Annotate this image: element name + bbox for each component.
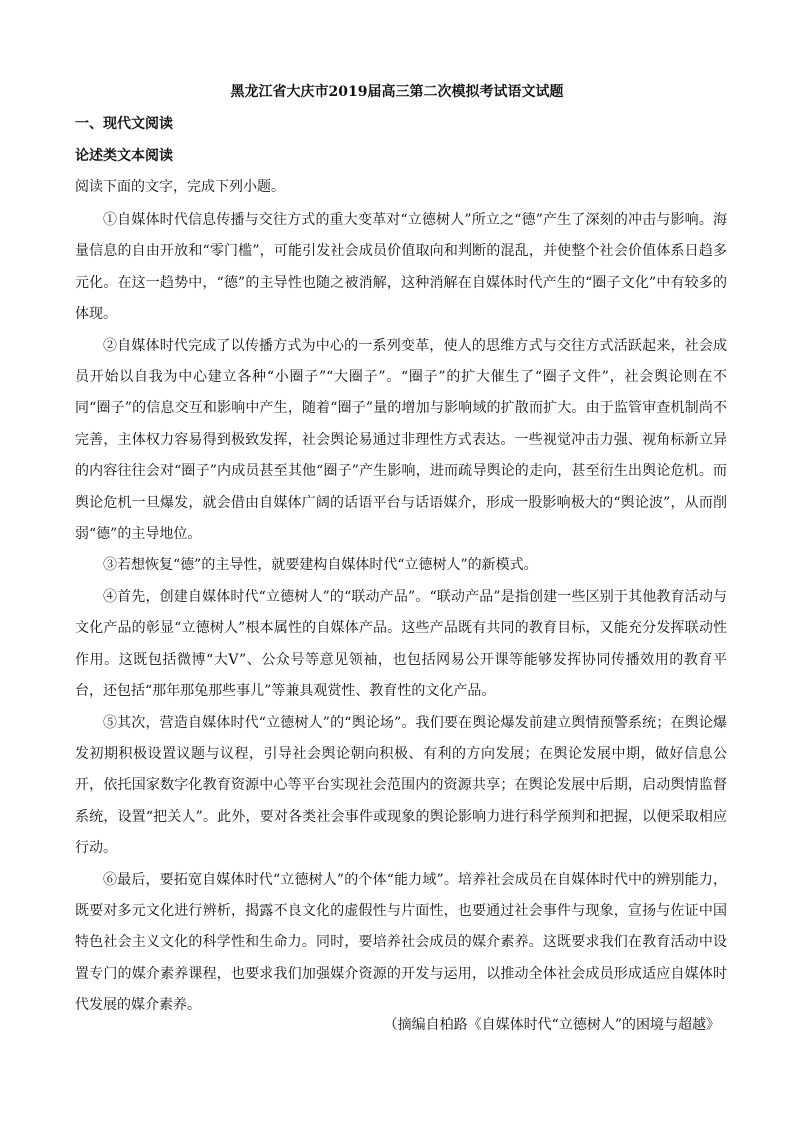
paragraph-2: ②自媒体时代完成了以传播方式为中心的一系列变革，使人的思维方式与交往方式活跃起来，社会成员开始以自我为中心建立各种“小圈子”“大圈子”。“圈子”的扩大催生了“圈子文件”，社会舆论则在不同“圈子”的信息交互和影响中产生，随着“圈子”量的增加与影响域的扩散而扩大。由于监管审查机制尚不完善，主体权力容易得到极致发挥，社会舆论易通过非理性方式表达。一些视觉冲击力强、视角标新立异的内容往往会对“圈子”内成员甚至其他“圈子”产生影响，进而疏导舆论的走向，甚至衍生出舆论危机。而舆论危机一旦爆发，就会借由自媒体广阔的话语平台与话语媒介，形成一股影响极大的“舆论波”，从而削弱“德”的主导地位。 bbox=[75, 337, 727, 543]
subsection-heading: 论述类文本阅读 bbox=[75, 148, 173, 164]
paragraph-5: ⑤其次，营造自媒体时代“立德树人”的“舆论场”。我们要在舆论爆发前建立舆情预警系统；在舆论爆发初期积极设置议题与议程，引导社会舆论朝向积极、有利的方向发展；在舆论发展中期，做好信息公开，依托国家数字化教育资源中心等平台实现社会范围内的资源共享；在舆论发展中后期，启动舆情监督系统，设置“把关人”。此外，要对各类社会事件或现象的舆论影响力进行科学预判和把握，以便采取相应行动。 bbox=[75, 714, 727, 857]
section-heading: 一、现代文阅读 bbox=[75, 116, 173, 132]
article-body bbox=[75, 205, 727, 1022]
source-citation: （摘编自柏路《自媒体时代“立德树人”的困境与超越》 bbox=[383, 1017, 720, 1033]
page-title: 黑龙江省大庆市2019届高三第二次模拟考试语文试题 bbox=[230, 84, 564, 100]
paragraph-1: ①自媒体时代信息传播与交往方式的重大变革对“立德树人”所立之“德”产生了深刻的冲击与影响。海量信息的自由开放和“零门槛”，可能引发社会成员价值取向和判断的混乱，并使整个社会价值体系日趋多元化。在这一趋势中，“德”的主导性也随之被消解，这种消解在自媒体时代产生的“圈子文化”中有较多的体现。 bbox=[75, 212, 727, 323]
reading-instruction: 阅读下面的文字，完成下列小题。 bbox=[75, 179, 285, 195]
paragraph-6: ⑥最后，要拓宽自媒体时代“立德树人”的个体“能力域”。培养社会成员在自媒体时代中的辨别能力，既要对多元文化进行辨析，揭露不良文化的虚假性与片面性，也要通过社会事件与现象，宣扬与佐证中国特色社会主义文化的科学性和生命力。同时，要培养社会成员的媒介素养。这既要求我们在教育活动中设置专门的媒介素养课程，也要求我们加强媒介资源的开发与运用，以推动全体社会成员形成适应自媒体时代发展的媒介素养。 bbox=[75, 871, 727, 1014]
paragraph-4: ④首先，创建自媒体时代“立德树人”的“联动产品”。“联动产品”是指创建一些区别于其他教育活动与文化产品的彰显“立德树人”根本属性的自媒体产品。这些产品既有共同的教育目标，又能充分发挥联动性作用。这既包括微博“大V”、公众号等意见领袖，也包括网易公开课等能够发挥协同传播效用的教育平台，还包括“那年那兔那些事儿”等兼具观赏性、教育性的文化产品。 bbox=[75, 588, 727, 700]
paragraph-3: ③若想恢复“德”的主导性，就要建构自媒体时代“立德树人”的新模式。 bbox=[103, 557, 538, 574]
